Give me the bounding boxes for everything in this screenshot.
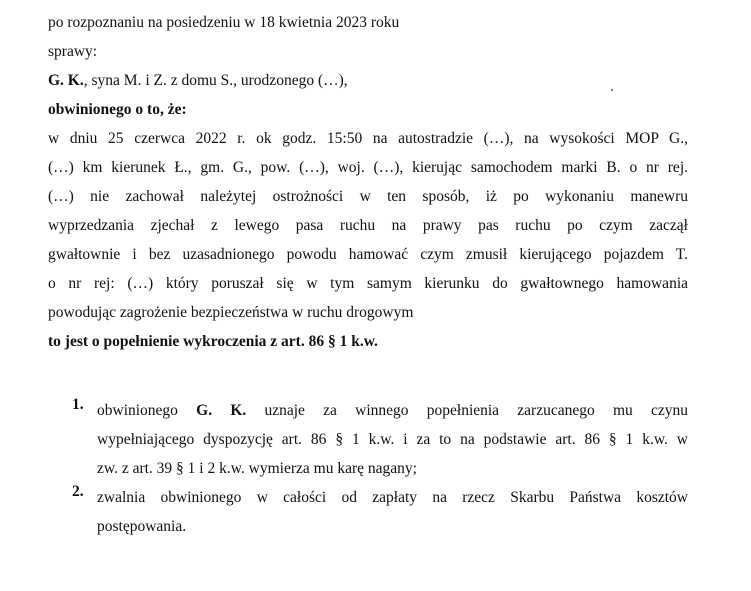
charge-line: (…) nie zachował należytej ostrożności w ten sposób, iż po wykonaniu manewru — [48, 188, 688, 205]
verdict-item-2 — [72, 483, 688, 541]
judgment-document — [48, 8, 688, 356]
verdict-line: obwinionego G. K. uznaje za winnego popełnienia zarzucanego mu czynu — [97, 402, 688, 419]
charge-line: gwałtownie i bez uzasadnionego powodu hamować czym zmusił kierującego pojazdem T. — [48, 246, 688, 263]
verdict-line: wypełniającego dyspozycję art. 86 § 1 k.w. i za to na podstawie art. 86 § 1 k.w. w — [97, 431, 688, 448]
defendant-line — [48, 66, 688, 95]
charge-heading: obwinionego o to, że: — [48, 101, 187, 118]
scan-speck — [611, 89, 613, 91]
charge-line: o nr rej: (…) który poruszał się w tym samym kierunku do gwałtownego hamowania — [48, 275, 688, 292]
charge-line: wyprzedzania zjechał z lewego pasa ruchu na prawy pas ruchu po czym zaczął — [48, 217, 688, 234]
verdict-line: zw. z art. 39 § 1 i 2 k.w. wymierza mu karę nagany; — [97, 460, 417, 477]
item-number: 2. — [72, 483, 84, 500]
defendant-name: G. K. — [196, 402, 247, 419]
defendant-name: G. K. — [48, 72, 84, 89]
offence-line: to jest o popełnienie wykroczenia z art. 86 § 1 k.w. — [48, 333, 378, 350]
item-number: 1. — [72, 396, 84, 413]
defendant-details: , syna M. i Z. z domu S., urodzonego (…), — [83, 72, 348, 89]
charge-line: powodując zagrożenie bezpieczeństwa w ruchu drogowym — [48, 304, 414, 321]
verdict-line: zwalnia obwinionego w całości od zapłaty na rzecz Skarbu Państwa kosztów — [97, 489, 688, 506]
charge-line: w dniu 25 czerwca 2022 r. ok godz. 15:50 na autostradzie (…), na wysokości MOP G., — [48, 130, 688, 147]
charge-line: (…) km kierunek Ł., gm. G., pow. (…), woj. (…), kierując samochodem marki B. o nr rej. — [48, 159, 688, 176]
verdict-list — [72, 396, 688, 541]
case-label: sprawy: — [48, 43, 98, 60]
hearing-date-line: po rozpoznaniu na posiedzeniu w 18 kwietnia 2023 roku — [48, 14, 400, 31]
verdict-item-1 — [72, 396, 688, 483]
verdict-line: postępowania. — [97, 518, 187, 535]
